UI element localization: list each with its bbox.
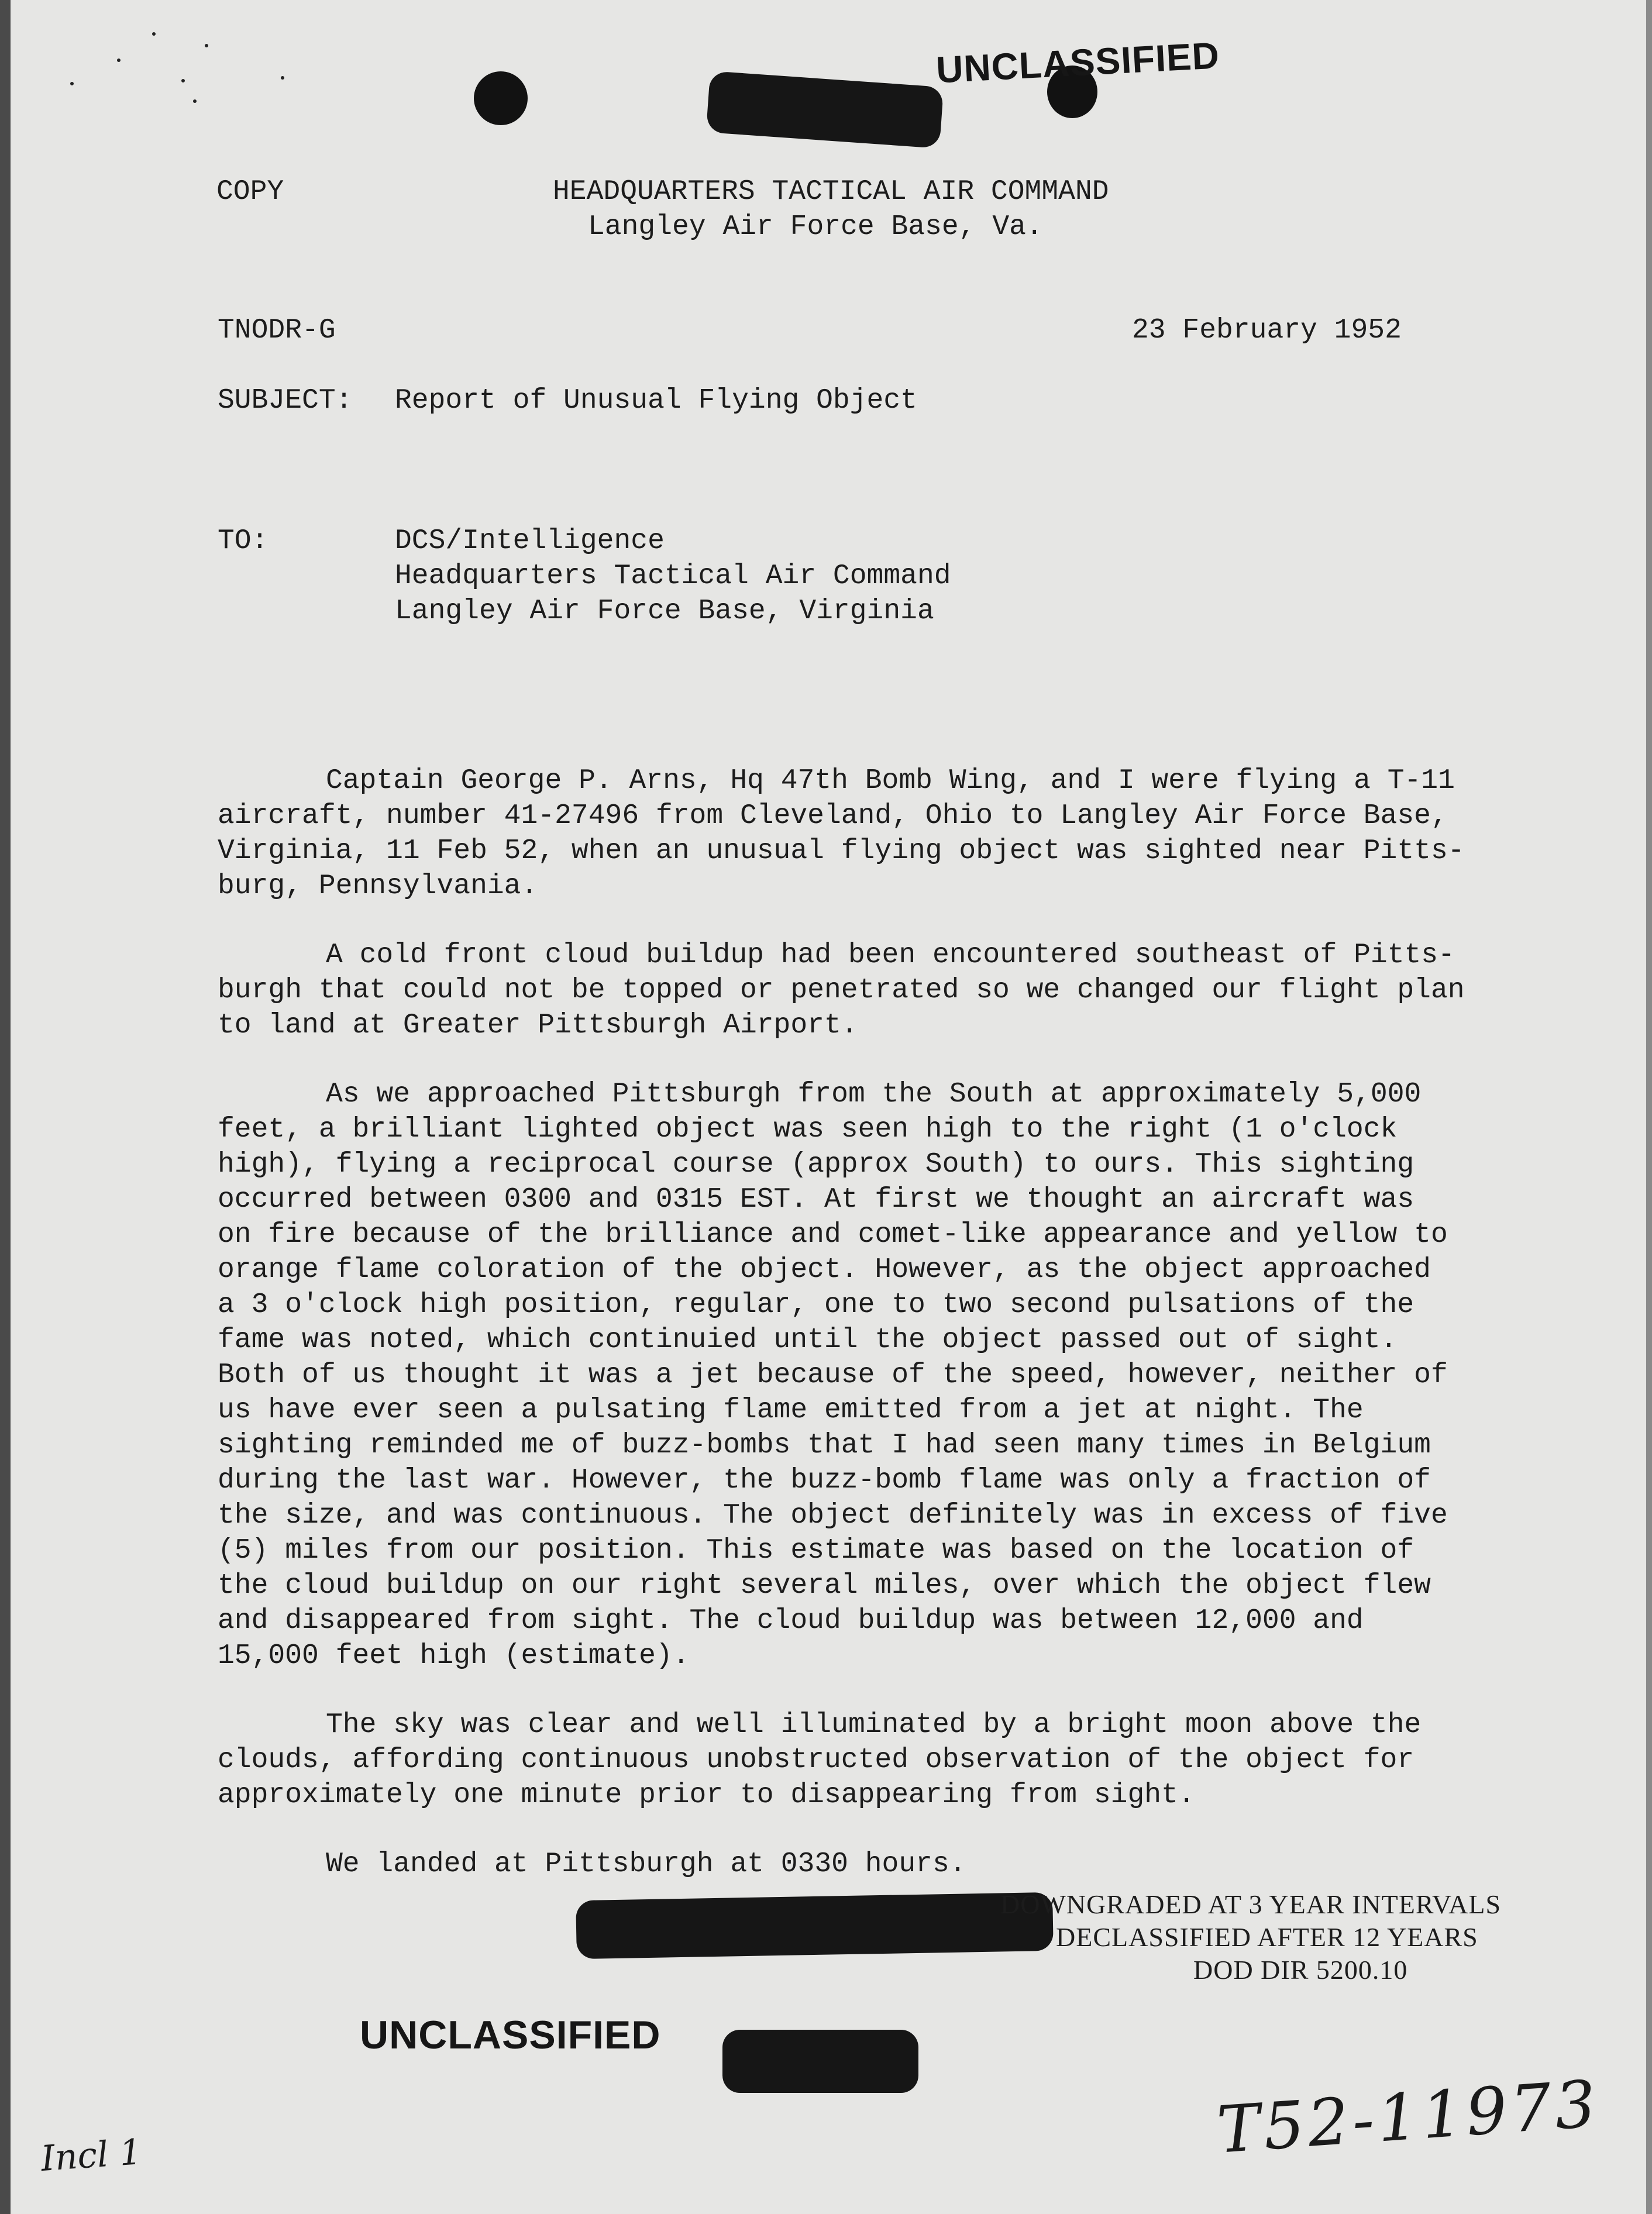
downgrade-line-3: DOD DIR 5200.10 xyxy=(1193,1955,1408,1985)
redaction-bottom-right xyxy=(722,2030,918,2093)
text-line: The sky was clear and well illuminated by a bright moon above the xyxy=(326,1709,1422,1741)
text-line: Virginia, 11 Feb 52, when an unusual flying object was sighted near Pitts- xyxy=(218,835,1465,867)
text-line: the cloud buildup on our right several miles, over which the object flew xyxy=(218,1570,1431,1602)
text-line: burg, Pennsylvania. xyxy=(218,870,538,902)
text-line: on fire because of the brilliance and comet-like appearance and yellow to xyxy=(218,1219,1448,1251)
speck xyxy=(152,32,156,36)
speck xyxy=(193,99,197,103)
to-label: TO: xyxy=(218,525,269,557)
text-line: We landed at Pittsburgh at 0330 hours. xyxy=(326,1848,966,1880)
downgrade-line-2: DECLASSIFIED AFTER 12 YEARS xyxy=(1056,1922,1478,1952)
subject-text: Report of Unusual Flying Object xyxy=(395,385,917,416)
downgrade-notice xyxy=(1000,1888,1644,1986)
text-line: As we approached Pittsburgh from the South at approximately 5,000 xyxy=(326,1079,1422,1110)
addressee-line-2: Headquarters Tactical Air Command xyxy=(395,560,951,592)
text-line: orange flame coloration of the object. However, as the object approached xyxy=(218,1254,1431,1286)
classification-stamp-bottom: UNCLASSIFIED xyxy=(360,2013,661,2057)
text-line: during the last war. However, the buzz-bomb flame was only a fraction of xyxy=(218,1465,1431,1496)
downgrade-line-1: DOWNGRADED AT 3 YEAR INTERVALS xyxy=(1000,1889,1502,1919)
handwritten-file-number: T52-11973 xyxy=(1214,2066,1602,2168)
text-line: 15,000 feet high (estimate). xyxy=(218,1640,690,1672)
org-location: Langley Air Force Base, Va. xyxy=(588,211,1043,243)
text-line: us have ever seen a pulsating flame emitted from a jet at night. The xyxy=(218,1394,1364,1426)
org-name: HEADQUARTERS TACTICAL AIR COMMAND xyxy=(553,176,1109,208)
addressee-line-3: Langley Air Force Base, Virginia xyxy=(395,595,934,627)
text-line: feet, a brilliant lighted object was seen high to the right (1 o'clock xyxy=(218,1114,1398,1145)
redaction-top xyxy=(706,71,944,149)
classification-stamp-top: UNCLASSIFIED xyxy=(935,34,1221,91)
speck xyxy=(70,82,74,85)
addressee-line-1: DCS/Intelligence xyxy=(395,525,665,557)
text-line: fame was noted, which continuied until the object passed out of sight. xyxy=(218,1324,1398,1356)
text-line: high), flying a reciprocal course (approx South) to ours. This sighting xyxy=(218,1149,1414,1180)
copy-label: COPY xyxy=(216,176,284,208)
office-symbol: TNODR-G xyxy=(218,315,336,346)
text-line: occurred between 0300 and 0315 EST. At first we thought an aircraft was xyxy=(218,1184,1414,1216)
page-edge-left xyxy=(0,0,11,2214)
text-line: a 3 o'clock high position, regular, one to two second pulsations of the xyxy=(218,1289,1414,1321)
letter-date: 23 February 1952 xyxy=(1132,315,1402,346)
text-line: burgh that could not be topped or penetrated so we changed our flight plan xyxy=(218,975,1465,1006)
text-line: and disappeared from sight. The cloud buildup was between 12,000 and xyxy=(218,1605,1364,1637)
paragraph-3 xyxy=(218,1077,1563,1674)
speck xyxy=(281,76,284,80)
speck xyxy=(117,58,121,62)
handwritten-enclosure-note: Incl 1 xyxy=(39,2132,143,2179)
text-line: Captain George P. Arns, Hq 47th Bomb Wing, and I were flying a T-11 xyxy=(326,765,1455,797)
text-line: A cold front cloud buildup had been encountered southeast of Pitts- xyxy=(326,939,1455,971)
paragraph-1 xyxy=(218,763,1563,904)
paragraph-2 xyxy=(218,938,1563,1043)
subject-label: SUBJECT: xyxy=(218,385,353,416)
speck xyxy=(205,44,208,47)
text-line: the size, and was continuous. The object definitely was in excess of five xyxy=(218,1500,1448,1531)
text-line: approximately one minute prior to disappearing from sight. xyxy=(218,1779,1195,1811)
text-line: aircraft, number 41-27496 from Cleveland, Ohio to Langley Air Force Base, xyxy=(218,800,1448,832)
text-line: to land at Greater Pittsburgh Airport. xyxy=(218,1010,858,1041)
paragraph-4 xyxy=(218,1707,1563,1813)
punch-hole-left xyxy=(474,71,528,125)
page-edge-right xyxy=(1646,0,1652,2214)
text-line: clouds, affording continuous unobstructed observation of the object for xyxy=(218,1744,1414,1776)
letter-body xyxy=(218,763,1563,1916)
text-line: Both of us thought it was a jet because of the speed, however, neither of xyxy=(218,1359,1448,1391)
paragraph-5 xyxy=(218,1847,1563,1882)
text-line: sighting reminded me of buzz-bombs that I had seen many times in Belgium xyxy=(218,1430,1431,1461)
speck xyxy=(181,79,185,82)
text-line: (5) miles from our position. This estimate was based on the location of xyxy=(218,1535,1414,1566)
